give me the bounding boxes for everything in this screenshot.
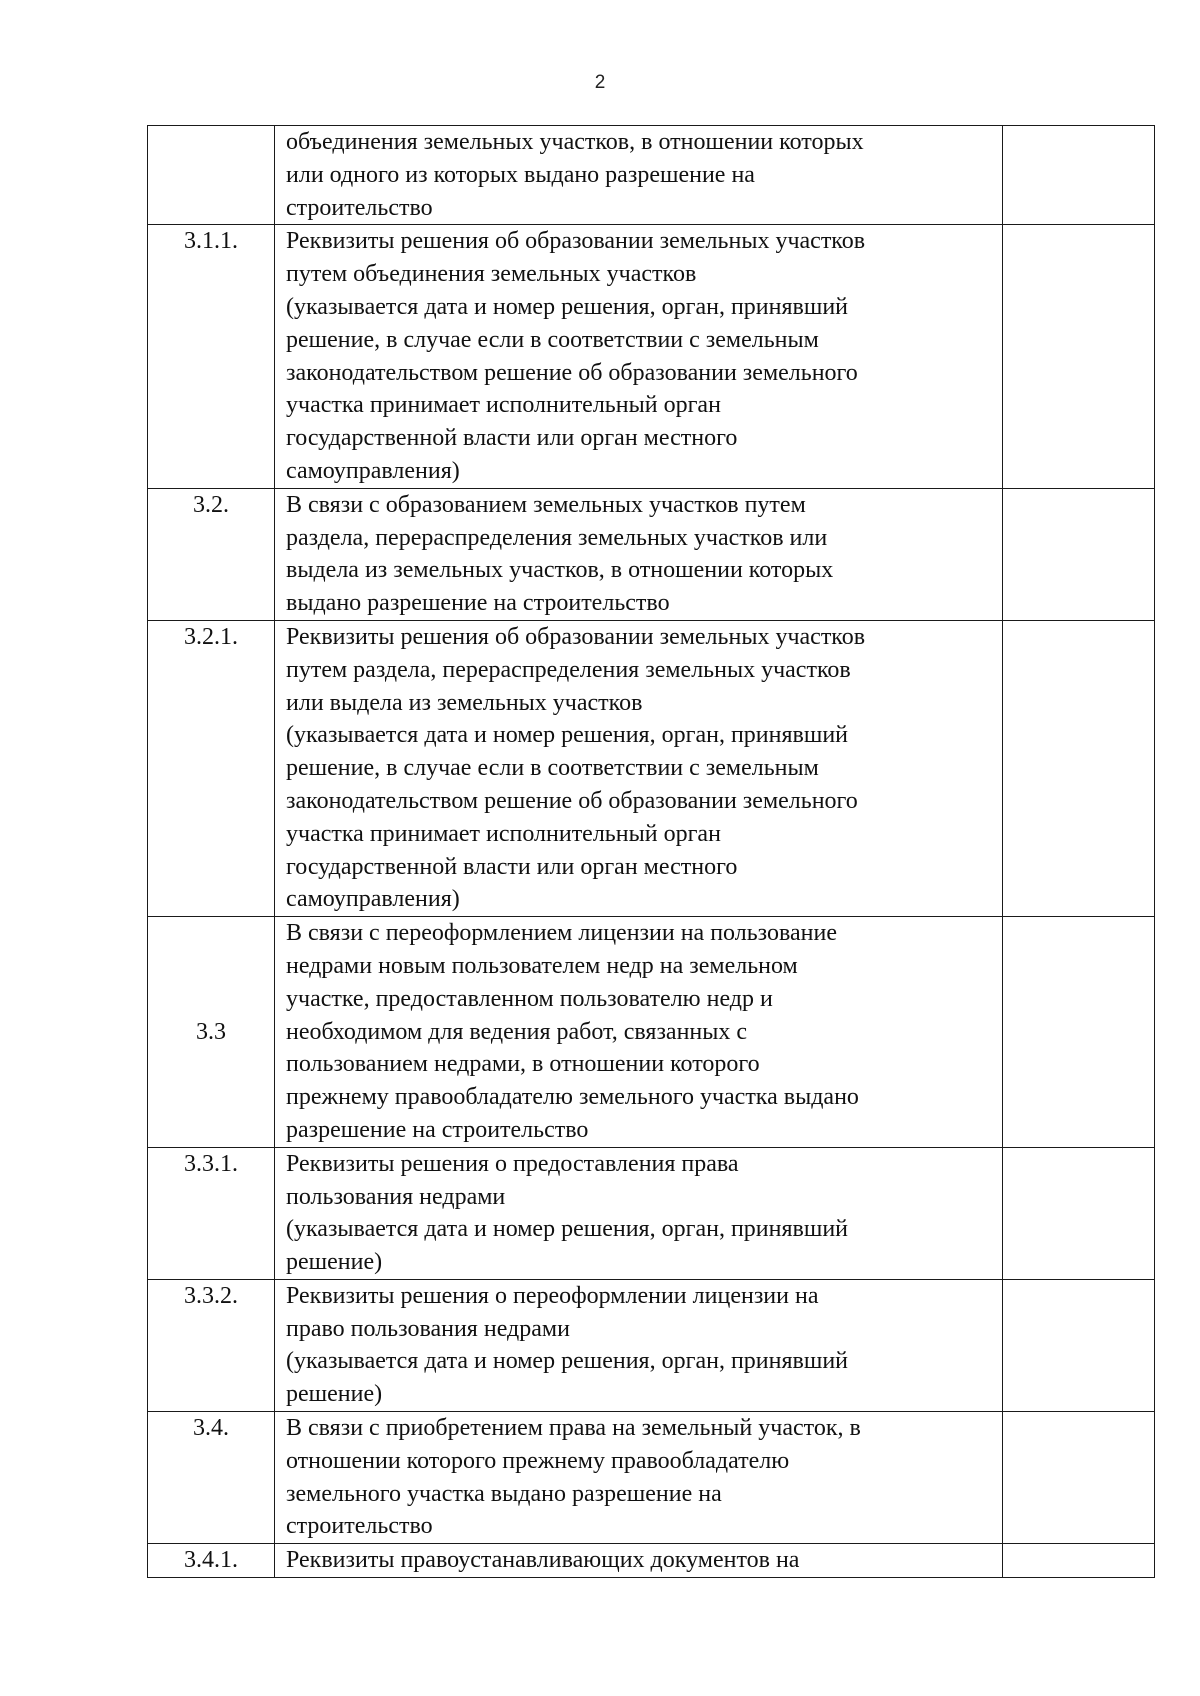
row-value-cell [1003, 1412, 1155, 1544]
description-line: решение, в случае если в соответствии с земельным [286, 326, 819, 353]
description-line: или выдела из земельных участков [286, 689, 643, 716]
row-number: 3.2. [148, 488, 275, 620]
row-description [275, 620, 1003, 916]
row-description [275, 1544, 1003, 1578]
description-line: Реквизиты решения о предоставления права [286, 1150, 739, 1177]
description-line: земельного участка выдано разрешение на [286, 1480, 722, 1507]
row-description [275, 1412, 1003, 1544]
row-number: 3.3.2. [148, 1279, 275, 1411]
row-number: 3.4.1. [148, 1544, 275, 1578]
row-value-cell [1003, 1544, 1155, 1578]
description-line: строительство [286, 194, 433, 221]
description-line: строительство [286, 1513, 433, 1540]
description-line: законодательством решение об образовании земельного [286, 787, 858, 814]
description-line: выдано разрешение на строительство [286, 590, 670, 617]
description-line: В связи с приобретением права на земельный участок, в [286, 1415, 861, 1442]
table-row [148, 917, 1155, 1148]
description-line: государственной власти или орган местного [286, 425, 738, 452]
table-row [148, 1412, 1155, 1544]
description-line: Реквизиты решения об образовании земельных участков [286, 228, 866, 255]
table-row [148, 1544, 1155, 1578]
description-line: самоуправления) [286, 457, 460, 484]
description-line: объединения земельных участков, в отношении которых [286, 129, 864, 155]
row-number: 3.1.1. [148, 225, 275, 488]
description-line: пользования недрами [286, 1183, 506, 1210]
description-line: участка принимает исполнительный орган [286, 820, 721, 847]
description-line: В связи с образованием земельных участков путем [286, 491, 806, 518]
row-value-cell [1003, 917, 1155, 1148]
description-line: Реквизиты правоустанавливающих документов на [286, 1547, 800, 1574]
row-description [275, 488, 1003, 620]
table-row [148, 1279, 1155, 1411]
description-line: самоуправления) [286, 886, 460, 913]
description-line: необходимом для ведения работ, связанных с [286, 1018, 748, 1045]
description-line: (указывается дата и номер решения, орган, принявший [286, 1216, 849, 1243]
description-line: разрешение на строительство [286, 1116, 589, 1143]
description-line: выдела из земельных участков, в отношении которых [286, 557, 834, 584]
description-line: (указывается дата и номер решения, орган, принявший [286, 722, 849, 749]
row-value-cell [1003, 126, 1155, 225]
description-line: или одного из которых выдано разрешение на [286, 161, 755, 188]
row-value-cell [1003, 620, 1155, 916]
table-row [148, 126, 1155, 225]
description-line: государственной власти или орган местного [286, 853, 738, 880]
row-number: 3.4. [148, 1412, 275, 1544]
description-line: пользованием недрами, в отношении которого [286, 1051, 760, 1078]
row-description [275, 225, 1003, 488]
row-value-cell [1003, 1279, 1155, 1411]
description-line: Реквизиты решения о переоформлении лицензии на [286, 1282, 819, 1309]
row-description [275, 917, 1003, 1148]
description-line: В связи с переоформлением лицензии на пользование [286, 920, 837, 947]
table-row [148, 1147, 1155, 1279]
row-value-cell [1003, 225, 1155, 488]
row-description [275, 126, 1003, 225]
description-line: участке, предоставленном пользователю недр и [286, 985, 773, 1012]
table-row [148, 225, 1155, 488]
description-line: решение) [286, 1381, 383, 1408]
row-value-cell [1003, 488, 1155, 620]
row-value-cell [1003, 1147, 1155, 1279]
row-number: 3.3 [148, 917, 275, 1148]
description-line: решение) [286, 1249, 383, 1276]
description-line: недрами новым пользователем недр на земельном [286, 952, 798, 979]
description-line: (указывается дата и номер решения, орган, принявший [286, 293, 849, 320]
description-line: участка принимает исполнительный орган [286, 392, 721, 419]
row-number: 3.2.1. [148, 620, 275, 916]
description-line: право пользования недрами [286, 1315, 570, 1342]
description-line: (указывается дата и номер решения, орган, принявший [286, 1348, 849, 1375]
table-row [148, 620, 1155, 916]
row-number: 3.3.1. [148, 1147, 275, 1279]
description-line: путем раздела, перераспределения земельных участков [286, 656, 851, 683]
description-line: Реквизиты решения об образовании земельных участков [286, 623, 866, 650]
description-line: раздела, перераспределения земельных участков или [286, 524, 828, 551]
description-line: прежнему правообладателю земельного участка выдано [286, 1084, 859, 1111]
table-row [148, 488, 1155, 620]
description-line: путем объединения земельных участков [286, 261, 697, 288]
document-table [147, 125, 1155, 1578]
row-description [275, 1147, 1003, 1279]
page-number: 2 [594, 72, 606, 93]
row-number [148, 126, 275, 225]
row-description [275, 1279, 1003, 1411]
description-line: отношении которого прежнему правообладателю [286, 1447, 790, 1474]
description-line: законодательством решение об образовании земельного [286, 359, 858, 386]
description-line: решение, в случае если в соответствии с земельным [286, 755, 819, 782]
